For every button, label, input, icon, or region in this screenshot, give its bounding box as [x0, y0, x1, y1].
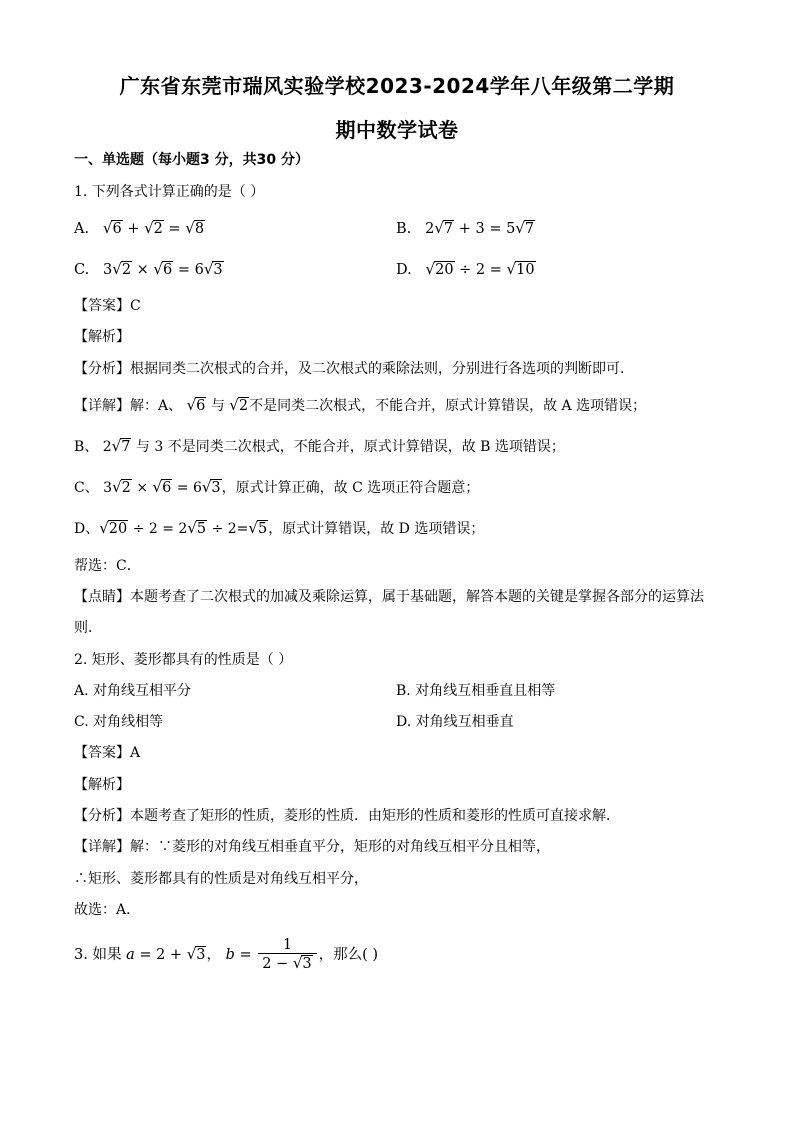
q1-answer: 【答案】C	[74, 298, 141, 314]
radicand: 8	[194, 221, 205, 237]
q1-detail-d: D、√20 ÷ 2 = 2√5 ÷ 2=√5，原式计算错误，故 D 选项错误；	[74, 519, 485, 537]
var-a: a	[126, 947, 135, 963]
denominator: 2 − √3	[262, 954, 312, 972]
text: 与	[210, 398, 225, 414]
radicand: 2	[238, 398, 249, 414]
text: ，原式计算错误，故 D 选项错误；	[268, 521, 485, 537]
radicand: 5	[196, 521, 207, 537]
text: C、 3	[74, 480, 113, 496]
text: ÷ 2=	[211, 521, 249, 537]
tag: 【点睛】	[74, 589, 130, 605]
text: 与 3 不是同类二次根式，不能合并，原式计算错误，故 B 选项错误；	[135, 439, 565, 455]
radicand: 6	[162, 480, 172, 496]
q1-detail-c: C、 3√2 × √6 = 6√3，原式计算正确，故 C 选项正符合题意；	[74, 478, 480, 496]
text: 不是同类二次根式，不能合并，原式计算错误，故 A 选项错误；	[249, 398, 647, 414]
q1-stem: 1. 下列各式计算正确的是（ ）	[74, 184, 265, 200]
q1-option-b-label: B.	[396, 221, 412, 237]
text: 3. 如果	[74, 947, 122, 963]
q1-analysis	[74, 359, 634, 379]
times-sign: ×	[136, 480, 149, 496]
times-sign: ×	[136, 262, 149, 278]
exam-title-line1: 广东省东莞市瑞风实验学校2023-2024学年八年级第二学期	[119, 74, 675, 98]
q2-option-c: C. 对角线相等	[74, 714, 164, 730]
text: ，那么( )	[318, 947, 379, 963]
text: 根据同类二次根式的合并，及二次根式的乘除法则，分别进行各选项的判断即可．	[130, 361, 634, 377]
q2-answer: 【答案】A	[74, 745, 141, 761]
coefficient: 3	[103, 262, 113, 278]
radicand: 3	[196, 947, 206, 963]
q1-point	[74, 587, 704, 607]
q2-analysis	[74, 806, 620, 826]
tag: 【分析】	[74, 808, 130, 824]
q2-therefore: ∴矩形、菱形都具有的性质是对角线互相平分，	[74, 871, 368, 887]
q1-option-a: A. √6 + √2 = √8	[74, 219, 205, 237]
radicand: 5	[257, 521, 268, 537]
tag: 【详解】	[74, 839, 130, 855]
q2-stem: 2. 矩形、菱形都具有的性质是（ ）	[74, 652, 293, 668]
radicand: 3	[211, 480, 221, 496]
expr-text: = 6	[177, 262, 204, 278]
radicand: 2	[153, 221, 163, 237]
text: 解：∵菱形的对角线互相垂直平分，矩形的对角线互相平分且相等，	[130, 839, 550, 855]
radicand: 7	[524, 221, 535, 237]
radicand: 7	[121, 439, 131, 455]
coefficient: 2	[425, 221, 435, 237]
radicand: 10	[516, 262, 535, 278]
radicand: 2	[121, 480, 131, 496]
q2-option-b: B. 对角线互相垂直且相等	[396, 683, 556, 699]
tag: 【分析】	[74, 361, 130, 377]
q2-option-a: A. 对角线互相平分	[74, 683, 192, 699]
text: ，原式计算正确，故 C 选项正符合题意；	[221, 480, 480, 496]
section-heading: 一、单选题（每小题3 分，共30 分）	[74, 152, 309, 168]
numerator: 1	[258, 937, 316, 954]
radicand: 3	[213, 262, 223, 278]
q1-option-c-label: C.	[74, 262, 90, 278]
q3-stem: 3. 如果 a = 2 + √3， b = $\frac{1}{2 - √3}$ ，那么( )	[74, 937, 379, 972]
fraction	[258, 937, 316, 973]
radicand: 2	[121, 262, 132, 278]
exam-title-line2: 期中数学试卷	[335, 118, 459, 142]
q1-choose: 帮选：C．	[74, 558, 141, 574]
radicand: 3	[302, 956, 312, 972]
text: = 6	[176, 480, 202, 496]
expr-text: + 3 = 5	[458, 221, 516, 237]
q1-option-b: B. 2√7 + 3 = 5√7	[396, 219, 535, 237]
q2-option-d: D. 对角线互相垂直	[396, 714, 514, 730]
text: =	[239, 947, 252, 963]
q1-option-d: D. √20 ÷ 2 = √10	[396, 260, 535, 278]
q1-detail-a: 【详解】解：A、 √6 与 √2不是同类二次根式，不能合并，原式计算错误，故 A 选项错误；	[74, 396, 647, 414]
expr-text: ÷ 2 =	[459, 262, 502, 278]
text: B、 2	[74, 439, 112, 455]
tag: 【详解】	[74, 398, 130, 414]
q1-option-d-label: D.	[396, 262, 412, 278]
radicand: 6	[112, 221, 122, 237]
q1-option-c: C. 3√2 × √6 = 6√3	[74, 260, 223, 278]
text: ，	[206, 947, 221, 963]
text: 2 −	[262, 956, 289, 972]
text: 解：A、	[130, 398, 183, 414]
radicand: 6	[162, 262, 173, 278]
text: 本题考查了二次根式的加减及乘除运算，属于基础题，解答本题的关键是掌握各部分的运算法	[130, 589, 704, 605]
q1-detail-b: B、 2√7 与 3 不是同类二次根式，不能合并，原式计算错误，故 B 选项错误；	[74, 437, 565, 455]
radicand: 6	[196, 398, 206, 414]
text: D、	[74, 521, 100, 537]
q1-jiexi: 【解析】	[74, 329, 130, 345]
q2-jiexi: 【解析】	[74, 777, 130, 793]
radicand: 20	[435, 262, 454, 278]
q1-point-cont: 则．	[74, 620, 102, 636]
text: 本题考查了矩形的性质，菱形的性质．由矩形的性质和菱形的性质可直接求解．	[130, 808, 620, 824]
var-b: b	[225, 947, 235, 963]
radicand: 20	[108, 521, 128, 537]
text: ÷ 2 = 2	[132, 521, 188, 537]
q2-choose: 故选：A．	[74, 902, 141, 918]
radicand: 7	[443, 221, 454, 237]
q1-option-a-label: A.	[74, 221, 90, 237]
q2-detail	[74, 837, 550, 857]
text: = 2 +	[139, 947, 183, 963]
